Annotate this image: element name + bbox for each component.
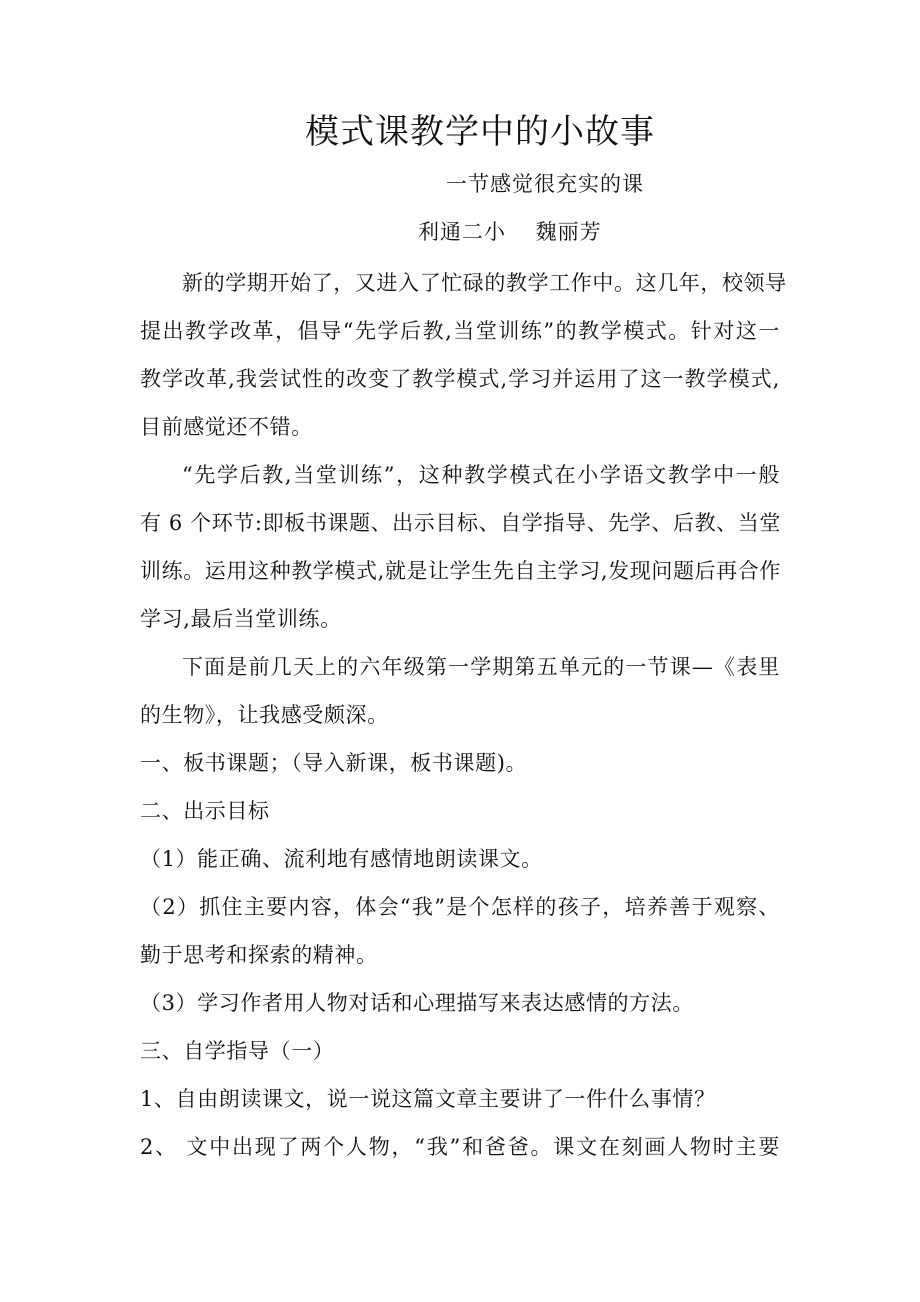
paragraph-line: “先学后教,当堂训练”，这种教学模式在小学语文教学中一般 [182, 463, 780, 487]
section-heading: 三、自学指导（一） [140, 1039, 335, 1063]
paragraph-line: 教学改革,我尝试性的改变了教学模式,学习并运用了这一教学模式, [140, 367, 780, 391]
document-title: 模式课教学中的小故事 [305, 112, 655, 152]
author-line: 利通二小 魏丽芳 [418, 220, 602, 244]
list-item: 1、自由朗读课文，说一说这篇文章主要讲了一件什么事情？ [140, 1087, 716, 1111]
paragraph-line: 新的学期开始了，又进入了忙碌的教学工作中。这几年，校领导 [182, 271, 787, 295]
paragraph-line: 提出教学改革，倡导“先学后教,当堂训练”的教学模式。针对这一 [140, 319, 780, 343]
paragraph-line: 学习,最后当堂训练。 [140, 607, 342, 631]
list-item: 2、 文中出现了两个人物，“我”和爸爸。课文在刻画人物时主要 [140, 1135, 780, 1159]
list-item: （3）学习作者用人物对话和心理描写来表达感情的方法。 [140, 991, 694, 1015]
section-heading: 二、出示目标 [140, 799, 270, 823]
paragraph-line: 有 6 个环节:即板书课题、出示目标、自学指导、先学、后教、当堂 [140, 511, 781, 535]
list-item: （2）抓住主要内容，体会“我”是个怎样的孩子，培养善于观察、 [140, 895, 780, 919]
document-subtitle: 一节感觉很充实的课 [446, 172, 644, 196]
list-item-continuation: 勤于思考和探索的精神。 [140, 943, 378, 967]
section-heading: 一、板书课题；（导入新课，板书课题)。 [140, 751, 528, 775]
paragraph-line: 的生物》，让我感受颇深。 [140, 703, 389, 727]
paragraph-line: 下面是前几天上的六年级第一学期第五单元的一节课—《表里 [182, 655, 780, 679]
paragraph-line: 目前感觉还不错。 [140, 415, 313, 439]
paragraph-line: 训练。运用这种教学模式,就是让学生先自主学习,发现问题后再合作 [140, 559, 781, 583]
list-item: （1）能正确、流利地有感情地朗读课文。 [140, 847, 543, 871]
